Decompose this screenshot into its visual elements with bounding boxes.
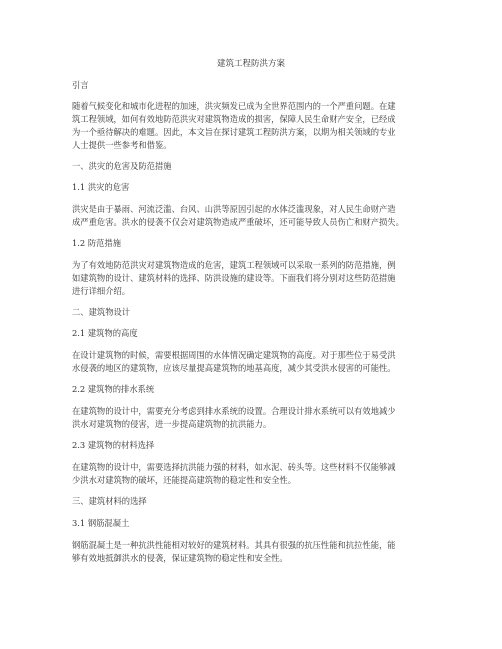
section-1-1-line-2: 成严重危害。洪水的侵袭不仅会对建筑物造成严重破坏，还可能导致人员伤亡和财产损失。 [72, 217, 404, 227]
document-title: 建筑工程防洪方案 [216, 59, 285, 69]
section-2-1-line-2: 水侵袭的地区的建筑物，应该尽量提高建筑物的地基高度，减少其受洪水侵害的可能性。 [72, 363, 396, 373]
section-2-heading: 二、建筑物设计 [72, 307, 131, 317]
section-2-3-line-1: 在建筑物的设计中，需要选择抗洪能力强的材料，如水泥、砖头等。这些材料不仅能够减 [72, 462, 396, 472]
section-2-2-line-1: 在建筑物的设计中，需要充分考虑到排水系统的设置。合理设计排水系统可以有效地减少 [72, 406, 396, 416]
section-2-2-heading: 2.2 建筑物的排水系统 [72, 384, 155, 394]
intro-heading: 引言 [72, 80, 89, 90]
section-1-2-line-3: 进行详细介绍。 [72, 286, 131, 296]
section-3-1-line-2: 够有效地抵御洪水的侵袭，保证建筑物的稳定性和安全性。 [72, 553, 288, 563]
section-1-1-heading: 1.1 洪灾的危害 [72, 182, 130, 192]
section-2-2-line-2: 洪水对建筑物的侵害，进一步提高建筑物的抗洪能力。 [72, 419, 272, 429]
section-3-1-heading: 3.1 钢筋混凝土 [72, 518, 130, 528]
section-2-3-line-2: 少洪水对建筑物的破坏，还能提高建筑物的稳定性和安全性。 [72, 475, 297, 485]
intro-line-1: 随着气候变化和城市化进程的加速，洪灾频发已成为全世界范围内的一个严重问题。在建 [72, 101, 396, 111]
section-1-2-heading: 1.2 防范措施 [72, 238, 122, 248]
section-2-1-line-1: 在设计建筑物的时候，需要根据周围的水体情况确定建筑物的高度。对于那些位于易受洪 [72, 350, 396, 360]
section-2-1-heading: 2.1 建筑物的高度 [72, 328, 138, 338]
section-1-heading: 一、洪灾的危害及防范措施 [72, 161, 172, 171]
section-3-heading: 三、建筑材料的选择 [72, 496, 147, 506]
section-2-3-heading: 2.3 建筑物的材料选择 [72, 440, 155, 450]
intro-line-2: 筑工程领域，如何有效地防范洪灾对建筑物造成的损害，保障人民生命财产安全，已经成 [72, 114, 396, 124]
section-3-1-line-1: 钢筋混凝土是一种抗洪性能相对较好的建筑材料。其具有很强的抗压性能和抗拉性能，能 [72, 540, 396, 550]
section-1-2-line-2: 如建筑物的设计、建筑材料的选择、防洪设施的建设等。下面我们将分别对这些防范措施 [72, 273, 396, 283]
intro-line-3: 为一个亟待解决的难题。因此，本文旨在探讨建筑工程防洪方案，以期为相关领域的专业 [72, 127, 396, 137]
section-1-1-line-1: 洪灾是由于暴雨、河流泛滥、台风、山洪等原因引起的水体泛滥现象，对人民生命财产造 [72, 204, 396, 214]
section-1-2-line-1: 为了有效地防范洪灾对建筑物造成的危害，建筑工程领域可以采取一系列的防范措施，例 [72, 260, 396, 270]
intro-line-4: 人士提供一些参考和借鉴。 [72, 140, 172, 150]
